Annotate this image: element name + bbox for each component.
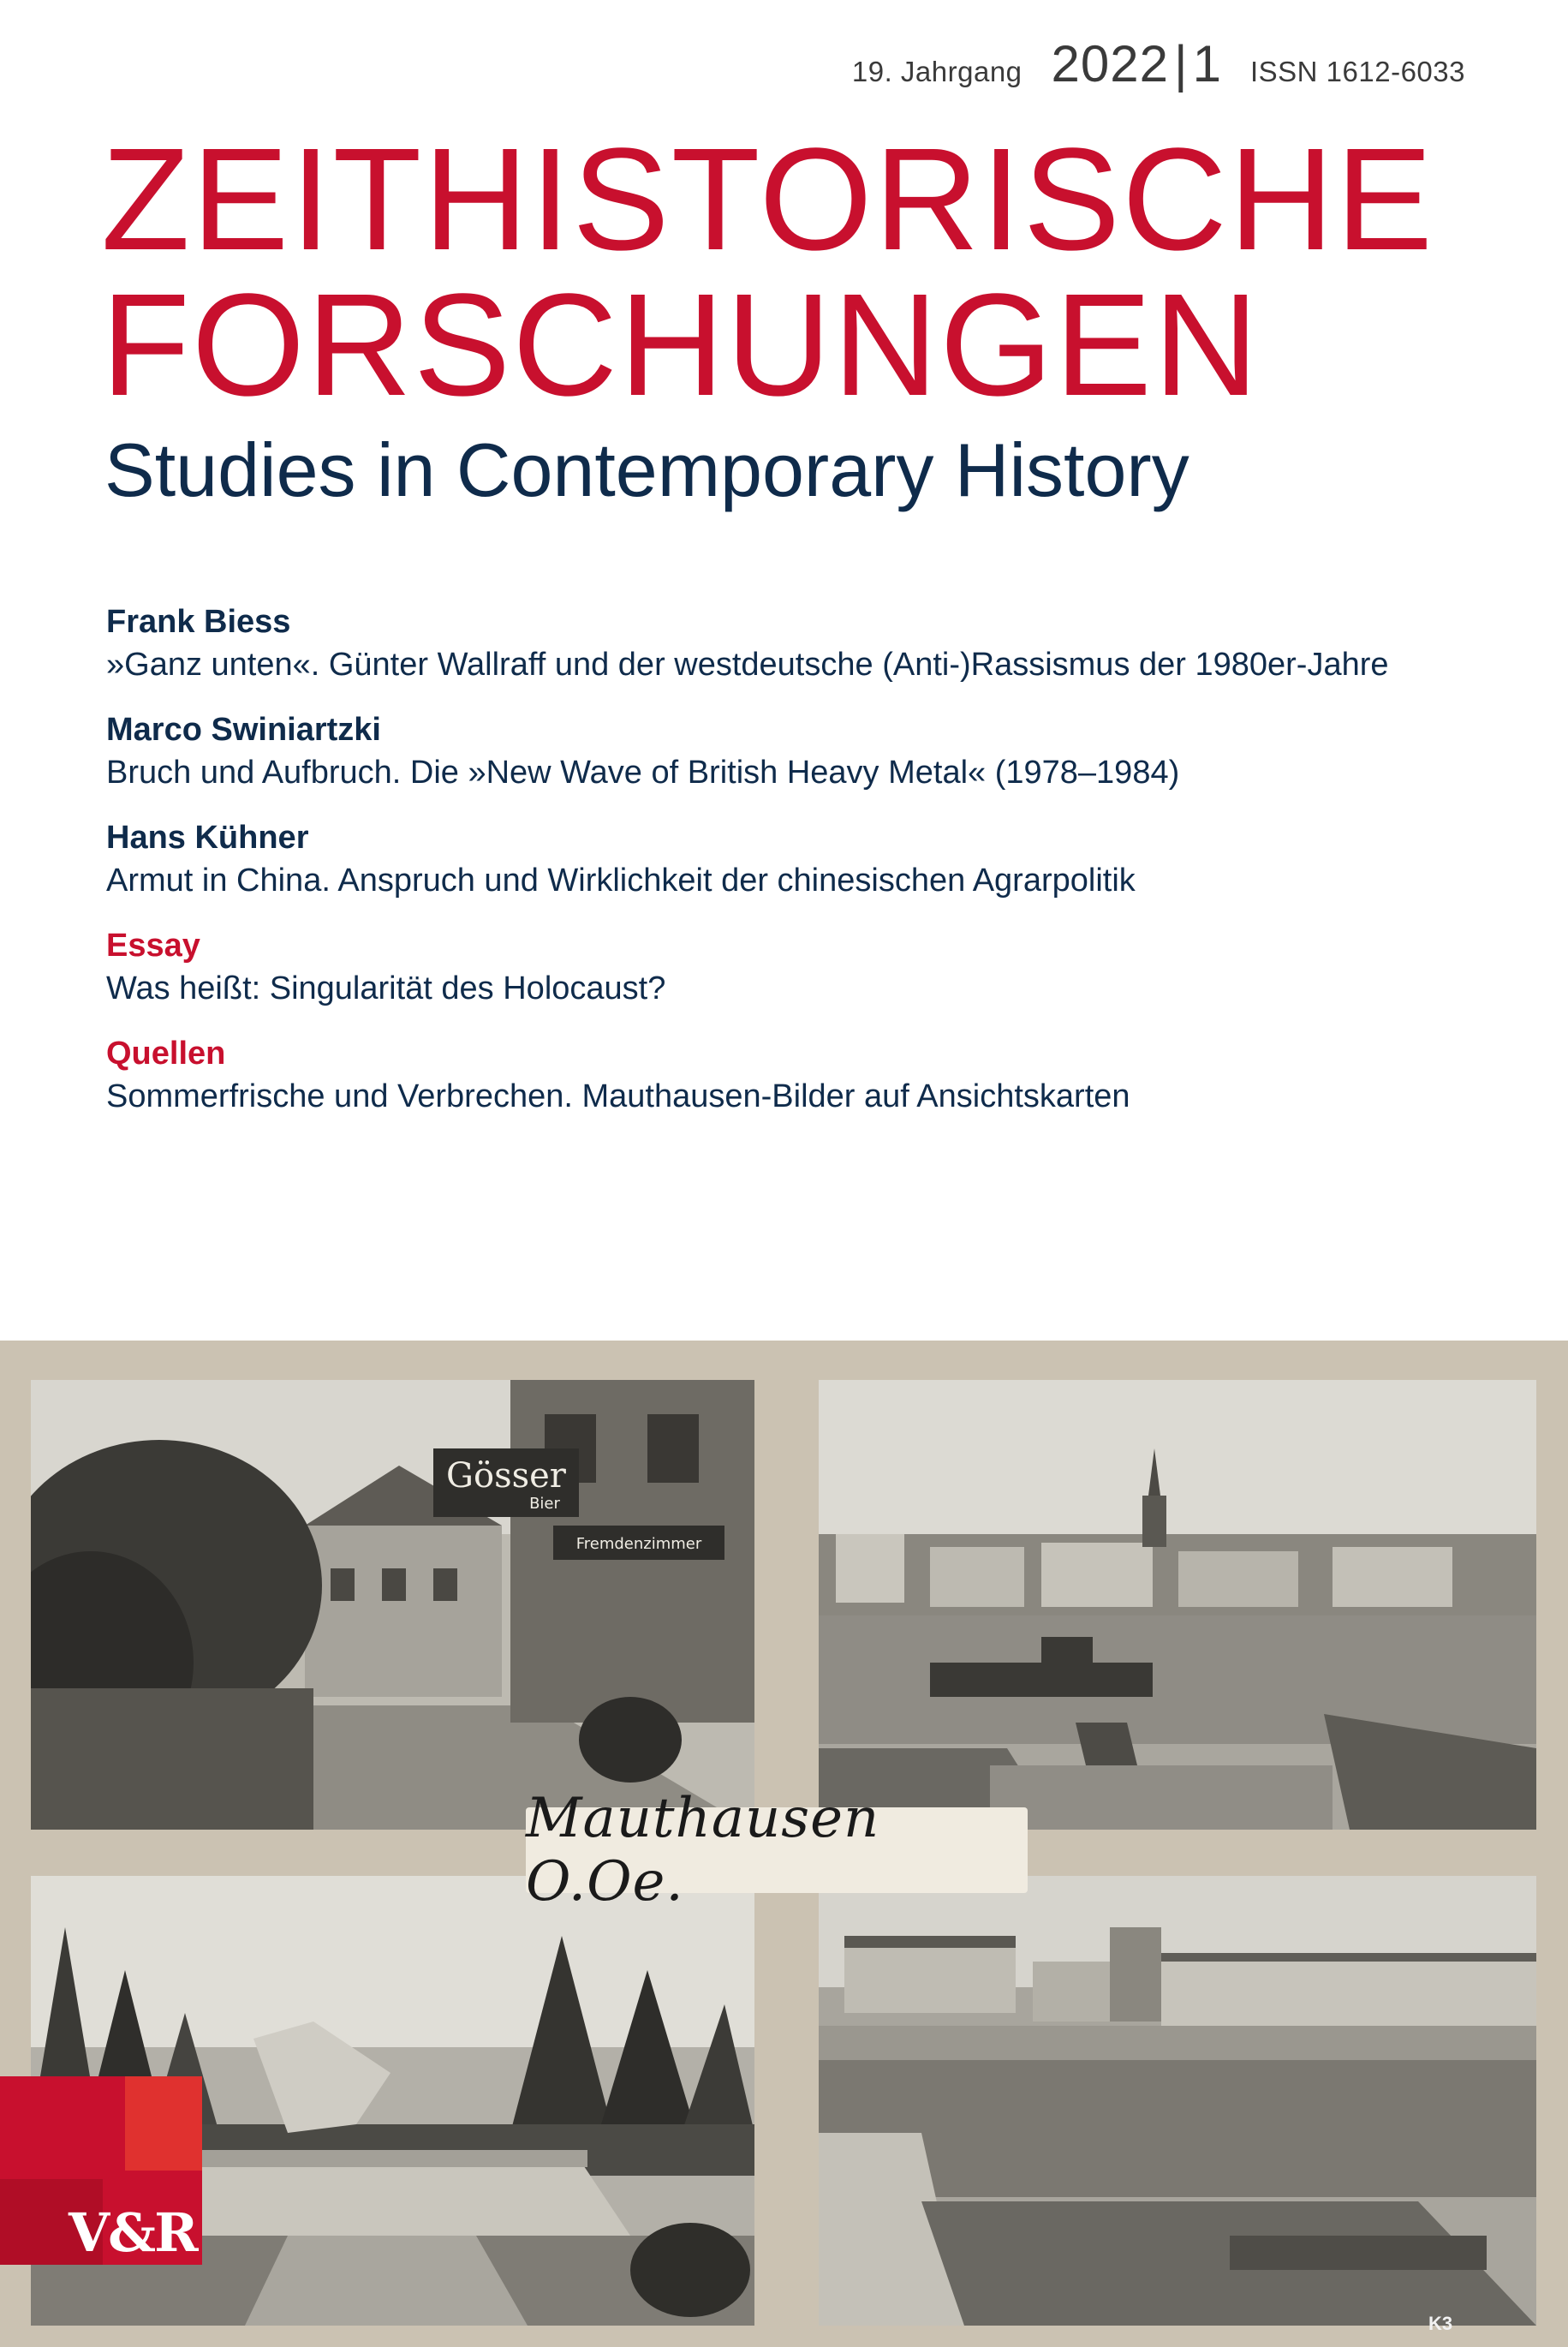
- toc-entry: [106, 601, 1476, 687]
- postcard-corner-mark: K3: [1428, 2313, 1453, 2334]
- toc-author: Marco Swiniartzki: [106, 712, 381, 748]
- toc-article-title: Was heißt: Singularität des Holocaust?: [106, 970, 666, 1006]
- toc-article-title: Bruch und Aufbruch. Die »New Wave of British Heavy Metal« (1978–1984): [106, 755, 1180, 791]
- journal-title-line2: FORSCHUNGEN: [101, 264, 1261, 427]
- postcard-caption: Mauthausen O.Oe.: [526, 1787, 880, 1914]
- cover-postcard-image: [0, 1341, 1568, 2347]
- street-scene-photo: [31, 1380, 754, 1830]
- postcard-caption-box: [526, 1787, 1028, 1914]
- toc-entry: [106, 709, 1476, 795]
- toc-section-label: Quellen: [106, 1036, 226, 1072]
- toc-article-title: »Ganz unten«. Günter Wallraff und der westdeutsche (Anti-)Rassismus der 1980er-Jahre: [106, 647, 1389, 683]
- toc-author: Frank Biess: [106, 604, 291, 640]
- camp-walls-photo: [819, 1876, 1536, 2326]
- issue-info: [852, 34, 1465, 93]
- toc-entry: [106, 817, 1476, 903]
- fremdenzimmer-sign-text: Fremdenzimmer: [575, 1535, 702, 1553]
- toc-entry: [106, 1033, 1476, 1119]
- gosser-sign-sub: Bier: [529, 1495, 560, 1513]
- toc-entry: [106, 925, 1476, 1011]
- toc-article-title: Armut in China. Anspruch und Wirklichkeit der chinesischen Agrarpolitik: [106, 863, 1136, 899]
- toc-section-label: Essay: [106, 928, 200, 964]
- issue-separator: |: [1174, 35, 1188, 93]
- issue-number: 1: [1192, 35, 1221, 93]
- toc-article-title: Sommerfrische und Verbrechen. Mauthausen-Bilder auf Ansichtskarten: [106, 1078, 1130, 1114]
- year-label: 2022: [1051, 35, 1170, 93]
- volume-label: 19. Jahrgang: [851, 56, 1022, 87]
- logo-block: [125, 2076, 202, 2171]
- table-of-contents: [106, 601, 1476, 1141]
- publisher-logo-text: V&R: [69, 2201, 197, 2264]
- river-ferry-photo: [819, 1380, 1536, 1830]
- toc-author: Hans Kühner: [106, 820, 309, 856]
- journal-title-line1: ZEITHISTORISCHE: [101, 118, 1435, 281]
- gosser-sign-text: Gösser: [446, 1456, 566, 1496]
- issn-label: ISSN 1612-6033: [1249, 56, 1465, 87]
- journal-subtitle: Studies in Contemporary History: [104, 427, 1189, 512]
